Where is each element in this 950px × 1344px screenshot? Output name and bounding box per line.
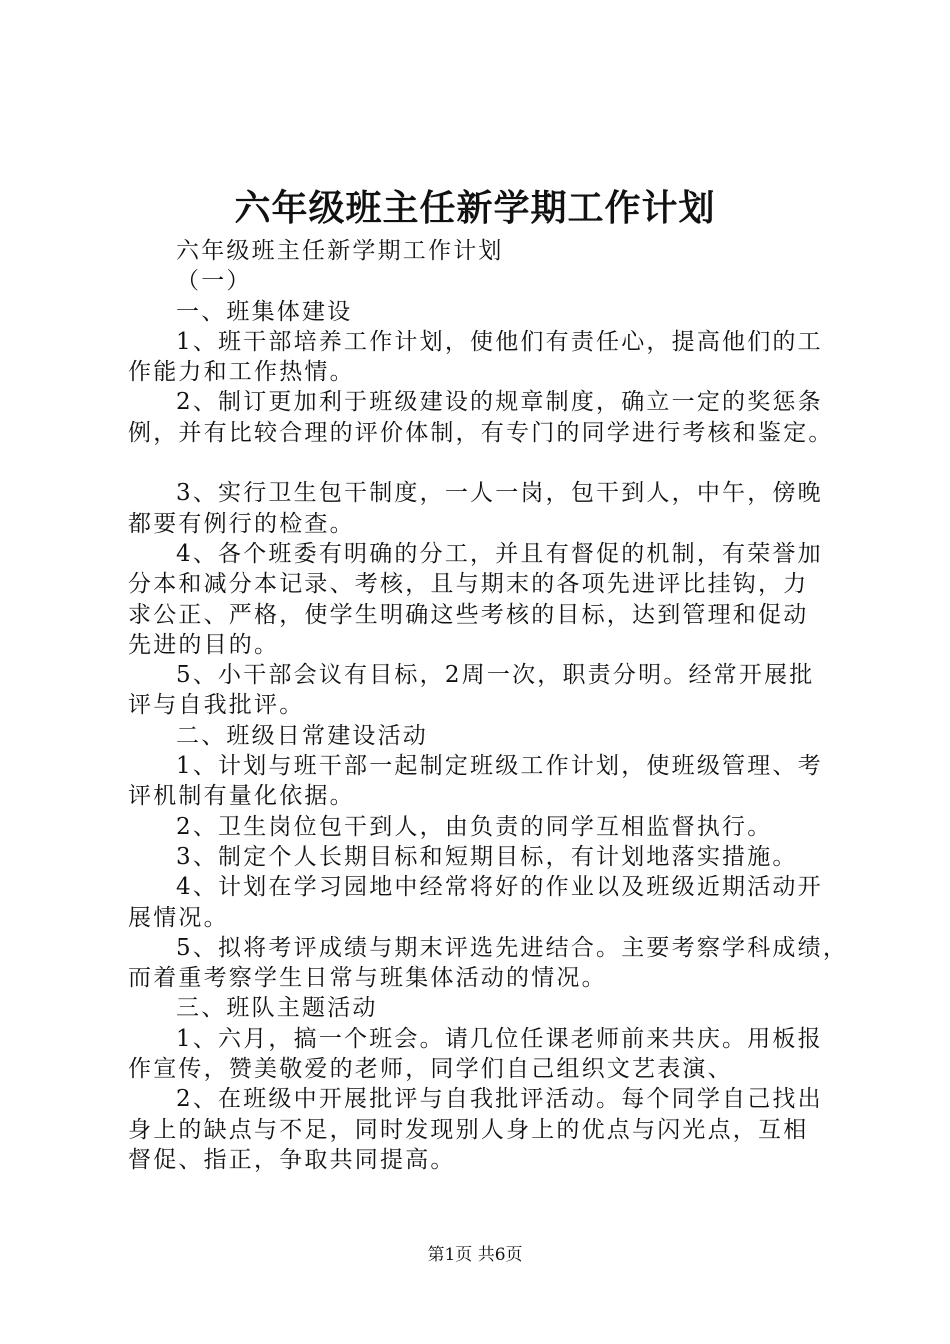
body-line: 1、六月，搞一个班会。请几位任课老师前来共庆。用板报 — [176, 1025, 823, 1052]
body-line: 分本和减分本记录、考核，且与期末的各项先进评比挂钩，力 — [128, 571, 809, 598]
body-line: 作能力和工作热情。 — [128, 359, 355, 386]
body-line: 展情况。 — [128, 904, 229, 931]
body-line: 2、在班级中开展批评与自我批评活动。每个同学自己找出 — [176, 1086, 823, 1113]
body-line: 评与自我批评。 — [128, 692, 305, 719]
body-line: 4、各个班委有明确的分工，并且有督促的机制，有荣誉加 — [176, 540, 823, 567]
page-title: 六年级班主任新学期工作计划 — [234, 187, 716, 229]
body-line: 而着重考察学生日常与班集体活动的情况。 — [128, 965, 607, 992]
blank-line — [128, 448, 848, 478]
body-line: 1、班干部培养工作计划，使他们有责任心，提高他们的工 — [176, 328, 823, 355]
body-line: 都要有例行的检查。 — [128, 510, 355, 537]
body-line: 5、小干部会议有目标，2周一次，职责分明。经常开展批 — [176, 662, 815, 689]
body-line: 3、实行卫生包干制度，一人一岗，包干到人，中午，傍晚 — [176, 480, 823, 507]
body-line: 5、拟将考评成绩与期末评选先进结合。主要考察学科成绩， — [176, 934, 849, 961]
body-line: 2、卫生岗位包干到人，由负责的同学互相监督执行。 — [176, 813, 773, 840]
section-heading: 一、班集体建设 — [176, 298, 353, 325]
document-body — [128, 236, 848, 1175]
body-line: 3、制定个人长期目标和短期目标，有计划地落实措施。 — [176, 843, 798, 870]
body-line: 督促、指正，争取共同提高。 — [128, 1146, 456, 1173]
body-line: 求公正、严格，使学生明确这些考核的目标，达到管理和促动 — [128, 601, 809, 628]
body-line: 例，并有比较合理的评价体制，有专门的同学进行考核和鉴定。 — [128, 419, 834, 446]
body-line: 2、制订更加利于班级建设的规章制度，确立一定的奖惩条 — [176, 389, 823, 416]
page-number-footer: 第1页 共6页 — [427, 1245, 523, 1265]
body-line: 作宣传，赞美敬爱的老师，同学们自己组织文艺表演、 — [128, 1056, 733, 1083]
body-line: 六年级班主任新学期工作计划 — [176, 238, 504, 264]
body-line: 4、计划在学习园地中经常将好的作业以及班级近期活动开 — [176, 874, 823, 901]
body-line: 先进的目的。 — [128, 631, 280, 658]
body-line: 身上的缺点与不足，同时发现别人身上的优点与闪光点，互相 — [128, 1116, 809, 1143]
section-heading: 三、班队主题活动 — [176, 995, 378, 1022]
body-line: 评机制有量化依据。 — [128, 783, 355, 810]
section-heading: 二、班级日常建设活动 — [176, 722, 428, 749]
body-line: （一） — [176, 268, 252, 295]
body-line: 1、计划与班干部一起制定班级工作计划，使班级管理、考 — [176, 753, 823, 780]
